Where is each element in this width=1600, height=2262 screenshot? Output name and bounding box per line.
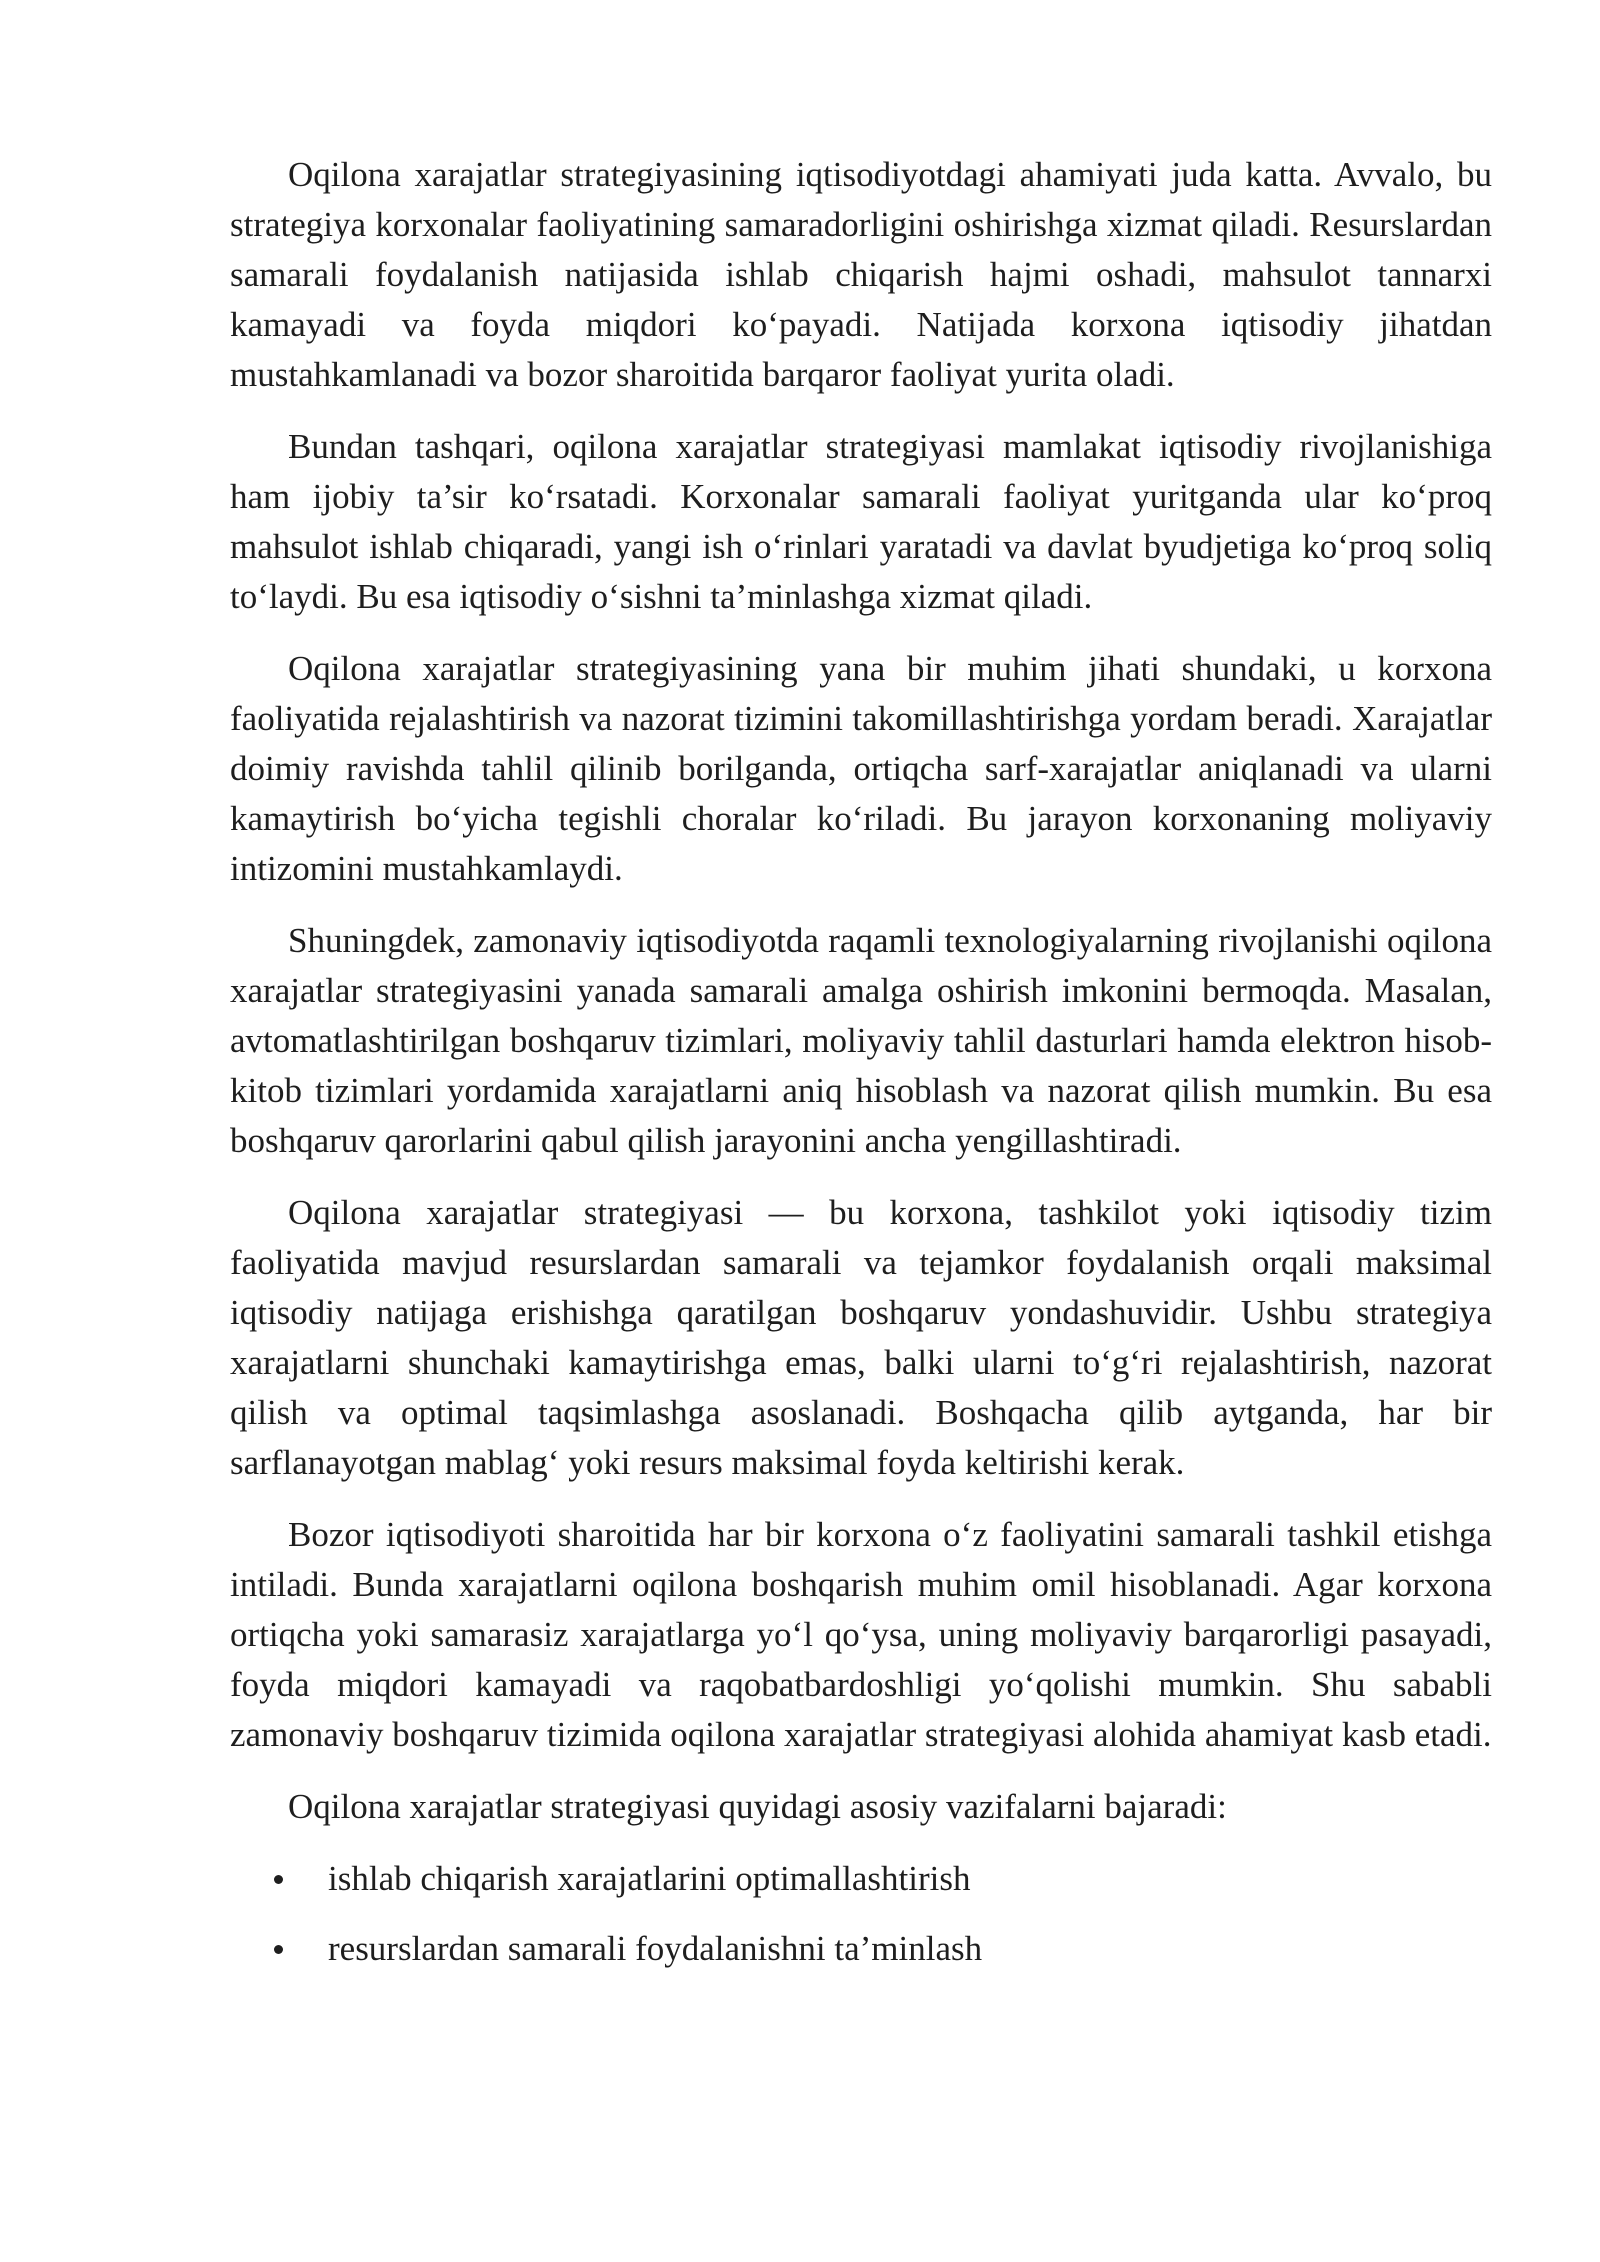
bullet-list [230,1854,1492,1974]
list-item [230,1854,1492,1904]
paragraph-3: Oqilona xarajatlar strategiyasining yana bir muhim jihati shundaki, u korxona faoliyatida rejalashtirish va nazorat tizimini takomillashtirishga yordam beradi. Xarajatlar doimiy ravishda tahlil qilinib borilganda, ortiqcha sarf-xarajatlar aniqlanadi va ularni kamaytirish bo‘yicha tegishli choralar ko‘riladi. Bu jarayon korxonaning moliyaviy intizomini mustahkamlaydi. [230,649,1492,888]
paragraph-1: Oqilona xarajatlar strategiyasining iqtisodiyotdagi ahamiyati juda katta. Avvalo, bu strategiya korxonalar faoliyatining samaradorligini oshirishga xizmat qiladi. Resurslardan samarali foydalanish natijasida ishlab chiqarish hajmi oshadi, mahsulot tannarxi kamayadi va foyda miqdori ko‘payadi. Natijada korxona iqtisodiy jihatdan mustahkamlanadi va bozor sharoitida barqaror faoliyat yurita oladi. [230,155,1492,394]
paragraph-5: Oqilona xarajatlar strategiyasi — bu korxona, tashkilot yoki iqtisodiy tizim faoliyatida mavjud resurslardan samarali va tejamkor foydalanish orqali maksimal iqtisodiy natijaga erishishga qaratilgan boshqaruv yondashuvidir. Ushbu strategiya xarajatlarni shunchaki kamaytirishga emas, balki ularni to‘g‘ri rejalashtirish, nazorat qilish va optimal taqsimlashga asoslanadi. Boshqacha qilib aytganda, har bir sarflanayotgan mablag‘ yoki resurs maksimal foyda keltirishi kerak. [230,1193,1492,1482]
bullet-icon [274,1945,283,1954]
paragraph-4: Shuningdek, zamonaviy iqtisodiyotda raqamli texnologiyalarning rivojlanishi oqilona xarajatlar strategiyasini yanada samarali amalga oshirish imkonini bermoqda. Masalan, avtomatlashtirilgan boshqaruv tizimlari, moliyaviy tahlil dasturlari hamda elektron hisob-kitob tizimlari yordamida xarajatlarni aniq hisoblash va nazorat qilish mumkin. Bu esa boshqaruv qarorlarini qabul qilish jarayonini ancha yengillashtiradi. [230,921,1492,1160]
paragraph-6: Bozor iqtisodiyoti sharoitida har bir korxona o‘z faoliyatini samarali tashkil etishga intiladi. Bunda xarajatlarni oqilona boshqarish muhim omil hisoblanadi. Agar korxona ortiqcha yoki samarasiz xarajatlarga yo‘l qo‘ysa, uning moliyaviy barqarorligi pasayadi, foyda miqdori kamayadi va raqobatbardoshligi yo‘qolishi mumkin. Shu sababli zamonaviy boshqaruv tizimida oqilona xarajatlar strategiyasi alohida ahamiyat kasb etadi. [230,1515,1492,1754]
list-item-text: ishlab chiqarish xarajatlarini optimallashtirish [328,1859,971,1898]
bullet-icon [274,1875,283,1884]
document-page [230,150,1492,1994]
paragraph-7: Oqilona xarajatlar strategiyasi quyidagi asosiy vazifalarni bajaradi: [288,1787,1227,1826]
list-item-text: resurslardan samarali foydalanishni ta’minlash [328,1929,983,1968]
paragraph-2: Bundan tashqari, oqilona xarajatlar strategiyasi mamlakat iqtisodiy rivojlanishiga ham ijobiy ta’sir ko‘rsatadi. Korxonalar samarali faoliyat yuritganda ular ko‘proq mahsulot ishlab chiqaradi, yangi ish o‘rinlari yaratadi va davlat byudjetiga ko‘proq soliq to‘laydi. Bu esa iqtisodiy o‘sishni ta’minlashga xizmat qiladi. [230,427,1492,616]
list-item [230,1924,1492,1974]
